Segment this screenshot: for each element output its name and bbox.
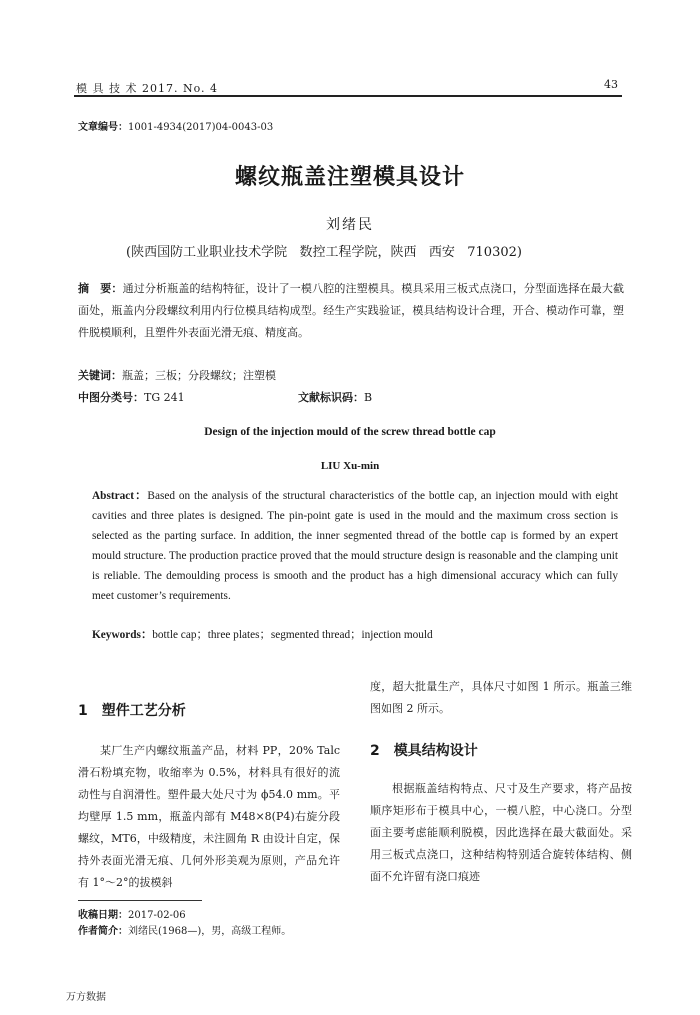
affiliation: (陕西国防工业职业技术学院 数控工程学院，陕西 西安 710302) xyxy=(126,245,522,260)
classification-value: TG 241 xyxy=(144,391,185,404)
section-1-number: 1 xyxy=(78,703,88,719)
keywords-en xyxy=(92,626,618,642)
section-2-number: 2 xyxy=(370,743,380,759)
keywords-en-text: bottle cap；three plates；segmented thread；injection mould xyxy=(152,629,433,641)
section-1-heading xyxy=(78,700,186,720)
section-2-heading xyxy=(370,740,478,760)
section-1-title: 塑件工艺分析 xyxy=(101,703,186,719)
author-bio-value: 刘绪民(1968—)，男，高级工程师。 xyxy=(128,926,292,937)
abstract-en-text: Based on the analysis of the structural characteristics of the bottle cap, an injection mould with eight cavities and three plates is designed. The pin-point gate is used in the mould and the maximum cross section is selected as the parting surface. In addition, the inner segmented thread of the bottle cap is formed by an expert mould structure. The production practice proved that the mould structure design is reasonable and the clamping unit is reliable. The demoulding process is smooth and the product has a high dimensional accuracy which can fully meet customer’s requirements. xyxy=(92,490,618,602)
running-header-journal: 模 具 技 术 2017. No. 4 xyxy=(76,82,219,95)
document-code-label: 文献标识码： xyxy=(298,391,364,404)
abstract-en-label: Abstract： xyxy=(92,490,148,502)
author-bio-label: 作者简介： xyxy=(78,926,128,937)
abstract-cn-text: 通过分析瓶盖的结构特征，设计了一模八腔的注塑模具。模具采用三板式点浇口，分型面选择在最大截面处，瓶盖内分段螺纹利用内行位模具结构成型。经生产实践验证，模具结构设计合理，开合、模动作可靠，塑件脱模顺利，且塑件外表面光滑无痕、精度高。 xyxy=(78,282,625,339)
english-title: Design of the injection mould of the screw thread bottle cap xyxy=(204,426,496,438)
received-value: 2017-02-06 xyxy=(128,910,186,921)
keywords-cn-text: 瓶盖；三板；分段螺纹；注塑模 xyxy=(122,369,276,382)
english-author: LIU Xu-min xyxy=(320,460,380,472)
classification-label: 中图分类号： xyxy=(78,391,144,404)
document-code xyxy=(298,389,372,405)
paper-title: 螺纹瓶盖注塑模具设计 xyxy=(234,165,465,190)
abstract-cn xyxy=(78,278,624,344)
header-rule xyxy=(74,95,622,97)
footnote-author-bio xyxy=(78,922,291,937)
footnote-received xyxy=(78,906,186,921)
keywords-en-label: Keywords： xyxy=(92,629,153,641)
article-number-value: 1001-4934(2017)04-0043-03 xyxy=(128,122,274,133)
footnote-rule xyxy=(78,900,202,901)
article-number-label: 文章编号： xyxy=(78,122,128,133)
section-2-title: 模具结构设计 xyxy=(393,743,478,759)
section-2-body: 根据瓶盖结构特点、尺寸及生产要求，将产品按顺序矩形布于模具中心，一模八腔，中心浇口。分型面主要考虑能顺利脱模，因此选择在最大截面处。采用三板式点浇口，这种结构特别适合旋转体结构、侧面不允许留有浇口痕迹 xyxy=(370,782,632,883)
keywords-cn-label: 关键词： xyxy=(78,369,122,382)
abstract-cn-label: 摘 要： xyxy=(78,282,123,295)
watermark: 万方数据 xyxy=(66,992,106,1003)
classification-number xyxy=(78,389,185,405)
section-1-body: 某厂生产内螺纹瓶盖产品，材料 PP，20% Talc 滑石粉填充物，收缩率为 0.5%，材料具有很好的流动性与自润滑性。塑件最大处尺寸为 ϕ54.0 mm。平均壁厚 1.5 mm，瓶盖内部有 M48×8(P4)右旋分段螺纹，MT6，中级精度，未注圆角 R 由设计自定，保持外表面光滑无痕、几何外形美观为原则，产品允许有 1°～2°的拔模斜 xyxy=(78,744,340,889)
document-code-value: B xyxy=(364,391,373,404)
page-number: 43 xyxy=(604,78,618,91)
received-label: 收稿日期： xyxy=(78,910,128,921)
column-2-continuation: 度，超大批量生产，具体尺寸如图 1 所示。瓶盖三维图如图 2 所示。 xyxy=(370,680,632,715)
abstract-en xyxy=(92,486,618,606)
article-number xyxy=(78,118,273,133)
keywords-cn xyxy=(78,367,276,383)
author-name: 刘绪民 xyxy=(326,217,374,233)
